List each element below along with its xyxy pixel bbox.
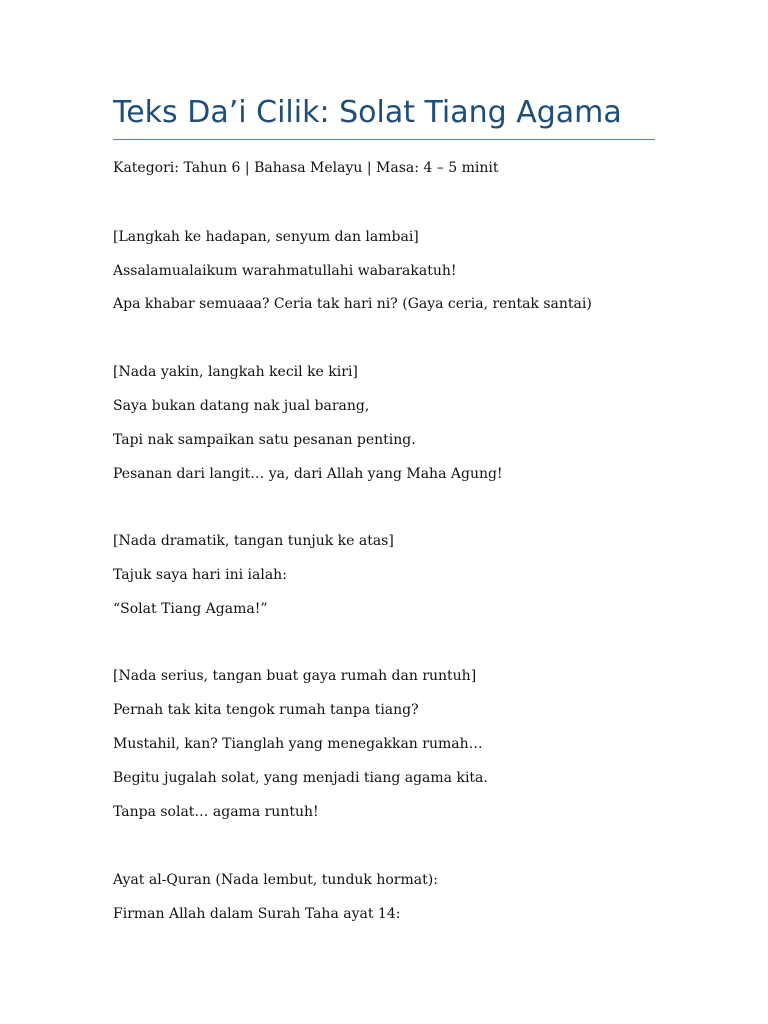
script-line: “Solat Tiang Agama!” (113, 601, 268, 617)
script-line: Assalamualaikum warahmatullahi wabarakatuh! (113, 263, 457, 279)
script-line: Ayat al-Quran (Nada lembut, tunduk hormat): (113, 872, 438, 888)
script-line: Begitu jugalah solat, yang menjadi tiang agama kita. (113, 770, 488, 786)
script-line: Apa khabar semuaaa? Ceria tak hari ni? (Gaya ceria, rentak santai) (113, 296, 592, 312)
script-line: Pernah tak kita tengok rumah tanpa tiang? (113, 702, 419, 718)
document-title: Teks Da’i Cilik: Solat Tiang Agama (113, 95, 622, 130)
stage-direction: [Nada serius, tangan buat gaya rumah dan runtuh] (113, 668, 477, 684)
script-line: Tajuk saya hari ini ialah: (113, 567, 287, 583)
document-meta: Kategori: Tahun 6 | Bahasa Melayu | Masa: 4 – 5 minit (113, 160, 499, 176)
stage-direction: [Langkah ke hadapan, senyum dan lambai] (113, 229, 419, 245)
script-line: Saya bukan datang nak jual barang, (113, 398, 370, 414)
script-line: Tanpa solat… agama runtuh! (113, 804, 319, 820)
script-line: Tapi nak sampaikan satu pesanan penting. (113, 432, 416, 448)
script-line: Firman Allah dalam Surah Taha ayat 14: (113, 906, 401, 922)
script-line: Mustahil, kan? Tianglah yang menegakkan rumah… (113, 736, 483, 752)
title-underline (113, 139, 655, 140)
stage-direction: [Nada dramatik, tangan tunjuk ke atas] (113, 533, 394, 549)
script-line: Pesanan dari langit… ya, dari Allah yang Maha Agung! (113, 466, 503, 482)
stage-direction: [Nada yakin, langkah kecil ke kiri] (113, 364, 358, 380)
